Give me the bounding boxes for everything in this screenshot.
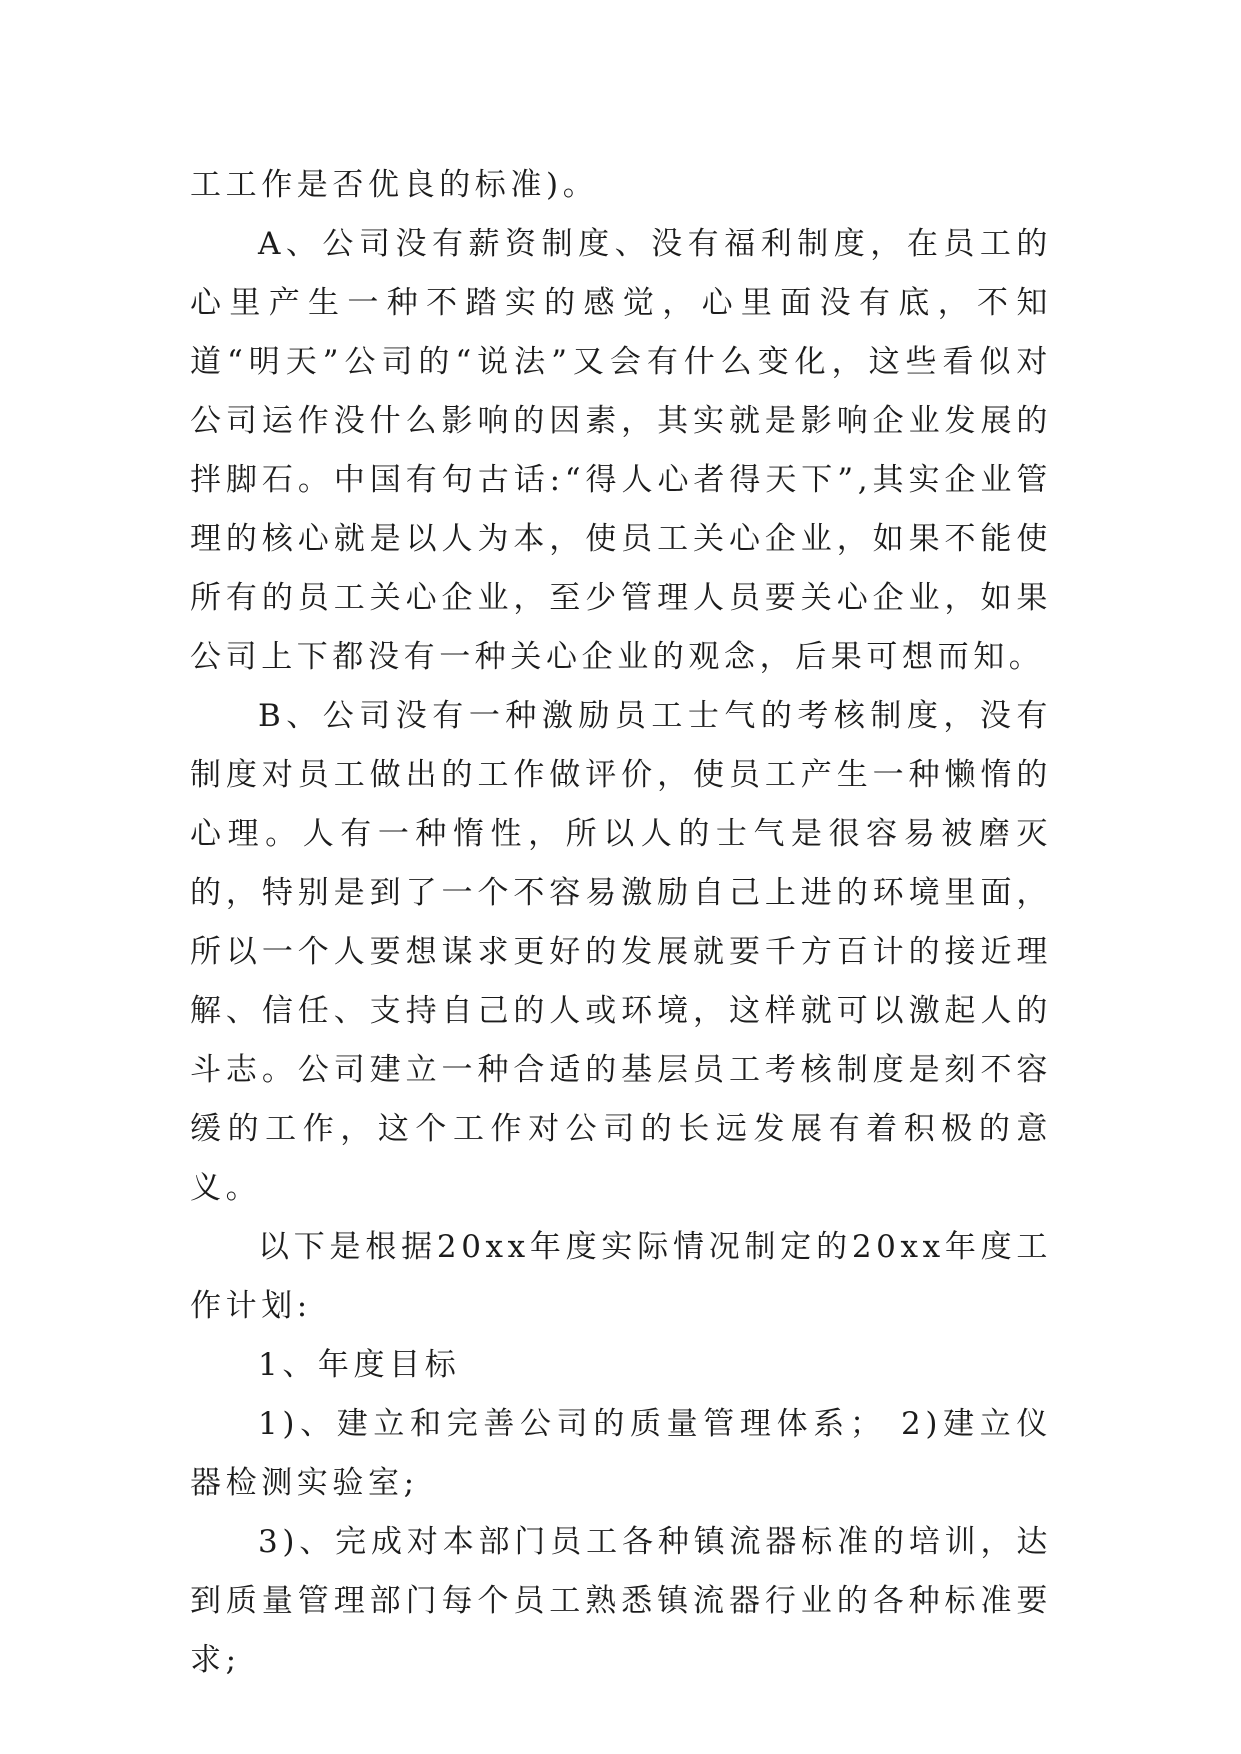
goal-item-1-2: 1)、建立和完善公司的质量管理体系； 2)建立仪器检测实验室; — [190, 1406, 1052, 1501]
goal-item-3: 3)、完成对本部门员工各种镇流器标准的培训，达到质量管理部门每个员工熟悉镇流器行业的各种标准要求; — [190, 1524, 1052, 1678]
paragraph-plan-intro: 以下是根据20xx年度实际情况制定的20xx年度工作计划: — [190, 1229, 1052, 1324]
heading-annual-goals: 1、年度目标 — [258, 1347, 461, 1383]
paragraph-continuation: 工工作是否优良的标准)。 — [190, 167, 599, 203]
document-body — [190, 156, 1052, 1690]
paragraph-b: B、公司没有一种激励员工士气的考核制度，没有制度对员工做出的工作做评价，使员工产生一种懒惰的心理。人有一种惰性，所以人的士气是很容易被磨灭的，特别是到了一个不容易激励自己上进的环境里面，所以一个人要想谋求更好的发展就要千方百计的接近理解、信任、支持自己的人或环境，这样就可以激起人的斗志。公司建立一种合适的基层员工考核制度是刻不容缓的工作，这个工作对公司的长远发展有着积极的意义。 — [190, 698, 1052, 1206]
paragraph-a: A、公司没有薪资制度、没有福利制度，在员工的心里产生一种不踏实的感觉，心里面没有底，不知道“明天”公司的“说法”又会有什么变化，这些看似对公司运作没什么影响的因素，其实就是影响企业发展的拌脚石。中国有句古话:“得人心者得天下”,其实企业管理的核心就是以人为本，使员工关心企业，如果不能使所有的员工关心企业，至少管理人员要关心企业，如果公司上下都没有一种关心企业的观念，后果可想而知。 — [190, 226, 1052, 675]
